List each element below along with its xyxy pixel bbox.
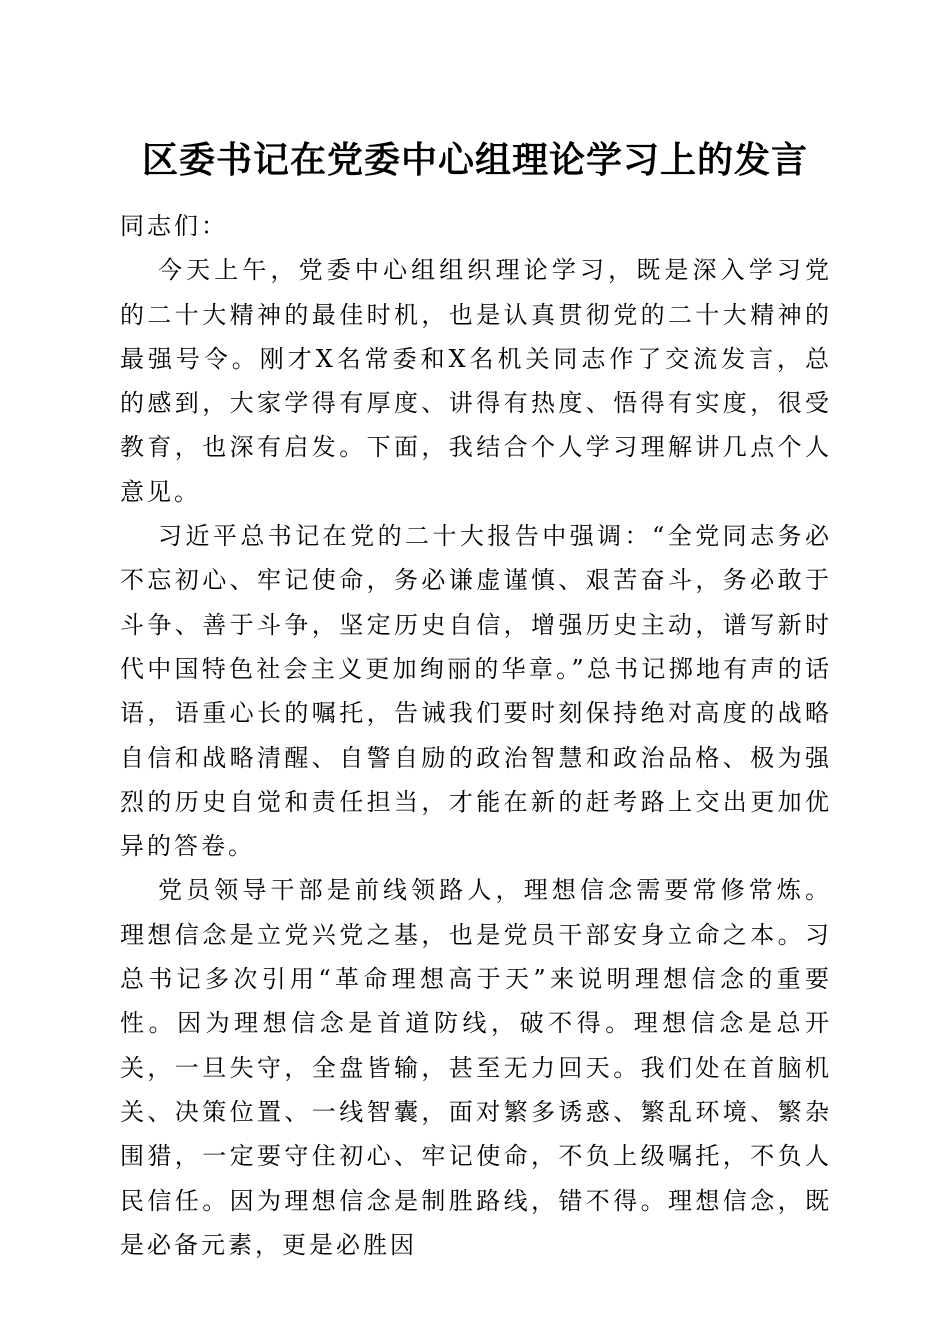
paragraph-2: 习近平总书记在党的二十大报告中强调：“全党同志务必不忘初心、牢记使命，务必谦虚谨慎、艰苦奋斗，务必敢于斗争、善于斗争，坚定历史自信，增强历史主动，谱写新时代中国特色社会主义更加绚丽的华章。”总书记掷地有声的话语，语重心长的嘱托，告诫我们要时刻保持绝对高度的战略自信和战略清醒、自警自励的政治智慧和政治品格、极为强烈的历史自觉和责任担当，才能在新的赶考路上交出更加优异的答卷。 bbox=[120, 522, 832, 861]
paragraph-3: 党员领导干部是前线领路人，理想信念需要常修常炼。理想信念是立党兴党之基，也是党员干部安身立命之本。习总书记多次引用“革命理想高于天”来说明理想信念的重要性。因为理想信念是首道防线，破不得。理想信念是总开关，一旦失守，全盘皆输，甚至无力回天。我们处在首脑机关、决策位置、一线智囊，面对繁多诱惑、繁乱环境、繁杂围猎，一定要守住初心、牢记使命，不负上级嘱托，不负人民信任。因为理想信念是制胜路线，错不得。理想信念，既是必备元素，更是必胜因 bbox=[120, 876, 832, 1259]
document-title: 区委书记在党委中心组理论学习上的发言 bbox=[141, 139, 808, 181]
salutation: 同志们： bbox=[120, 212, 228, 240]
paragraph-1: 今天上午，党委中心组组织理论学习，既是深入学习党的二十大精神的最佳时机，也是认真贯彻党的二十大精神的最强号令。刚才X名常委和X名机关同志作了交流发言，总的感到，大家学得有厚度、讲得有热度、悟得有实度，很受教育，也深有启发。下面，我结合个人学习理解讲几点个人意见。 bbox=[120, 256, 832, 506]
document-body bbox=[120, 204, 832, 1267]
